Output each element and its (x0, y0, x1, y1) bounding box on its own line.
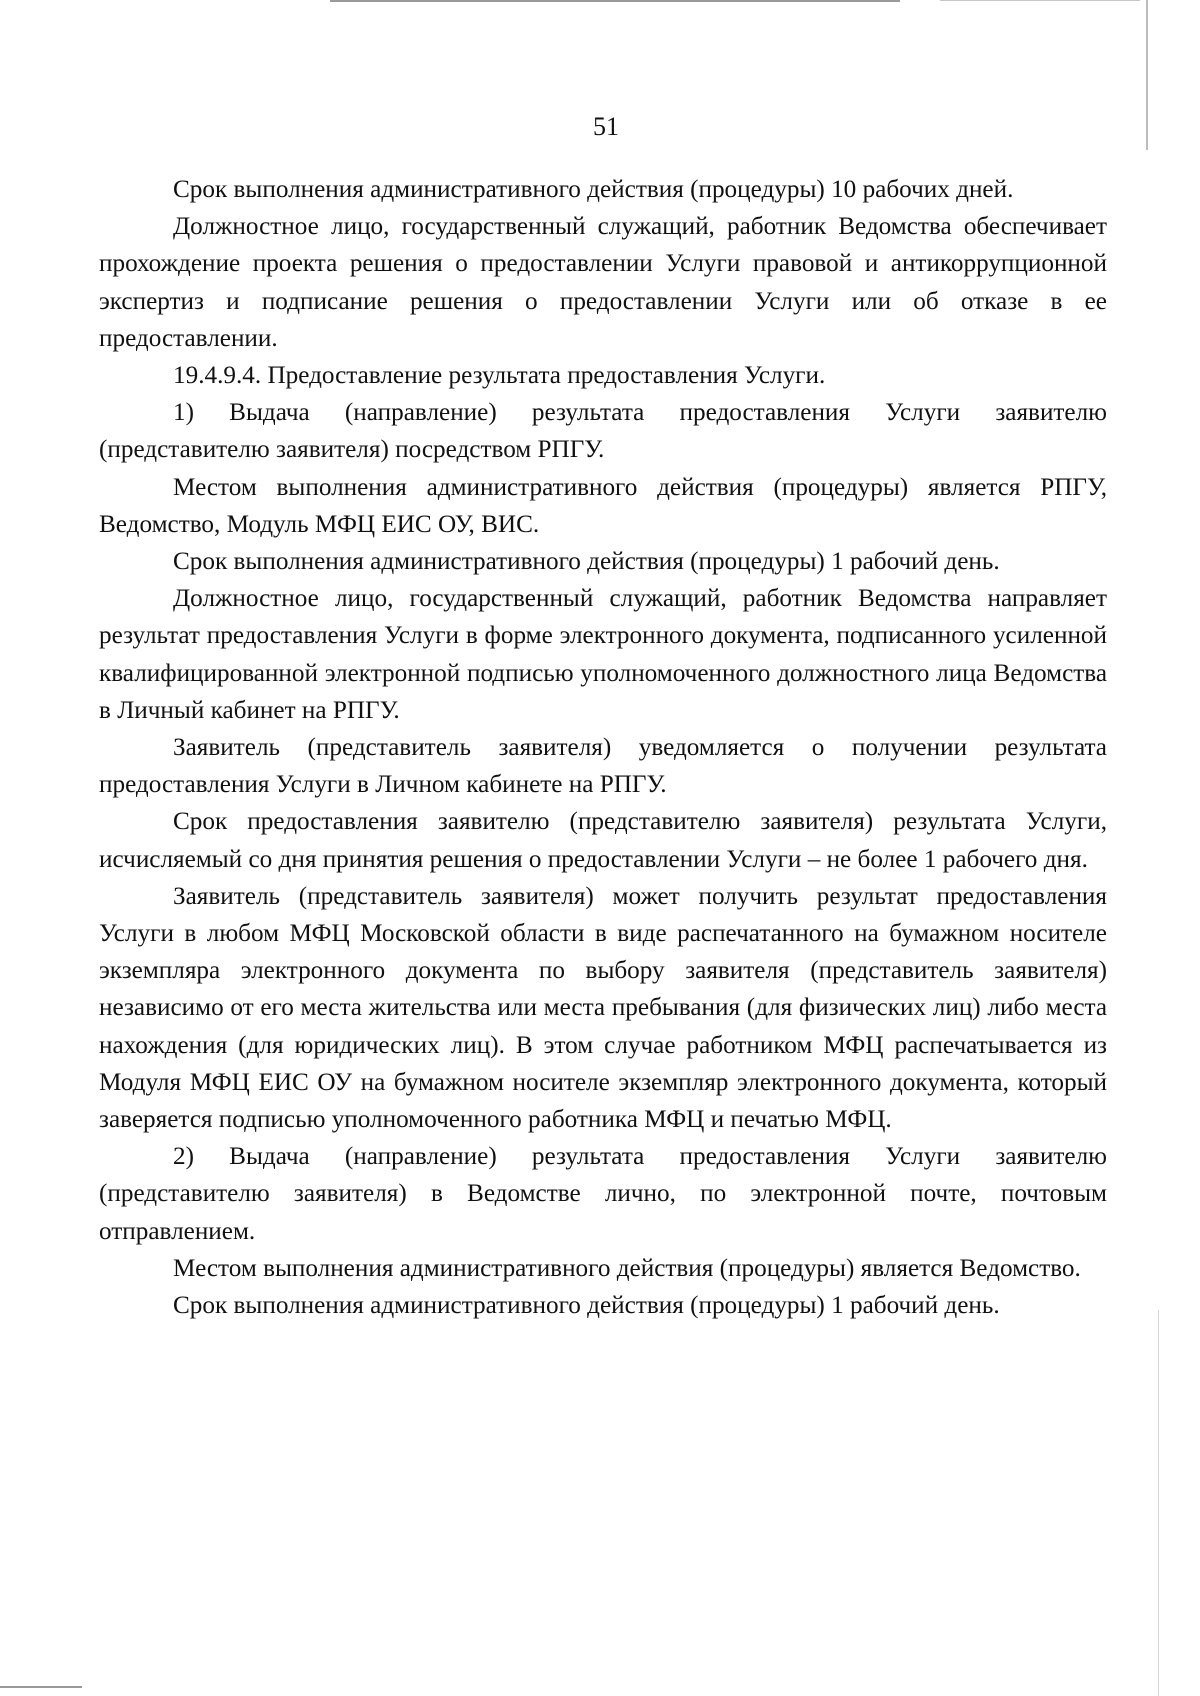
paragraph: 2) Выдача (направление) результата предоставления Услуги заявителю (представителю заявителя) в Ведомстве лично, по электронной почте, почтовым отправлением. (99, 1143, 1107, 1245)
document-body (99, 171, 1107, 1324)
scan-border-top-right (940, 0, 1140, 1)
scan-border-top (330, 0, 900, 2)
scan-border-right-lower (1158, 1310, 1159, 1696)
paragraph: Должностное лицо, государственный служащий, работник Ведомства обеспечивает прохождение проекта решения о предоставлении Услуги правовой и антикоррупционной экспертиз и подписание решения о предоставлении Услуги или об отказе в ее предоставлении. (99, 213, 1107, 352)
paragraph: Должностное лицо, государственный служащий, работник Ведомства направляет результат предоставления Услуги в форме электронного документа, подписанного усиленной квалифицированной электронной подписью уполномоченного должностного лица Ведомства в Личный кабинет на РПГУ. (99, 585, 1107, 724)
paragraph: Заявитель (представитель заявителя) уведомляется о получении результата предоставления Услуги в Личном кабинете на РПГУ. (99, 734, 1107, 799)
paragraph: Срок предоставления заявителю (представителю заявителя) результата Услуги, исчисляемый со дня принятия решения о предоставлении Услуги – не более 1 рабочего дня. (99, 808, 1107, 873)
page-number: 51 (593, 112, 619, 141)
paragraph: Срок выполнения административного действия (процедуры) 1 рабочий день. (173, 1292, 1000, 1320)
paragraph: 19.4.9.4. Предоставление результата предоставления Услуги. (173, 362, 826, 390)
scan-border-bottom-left (0, 1686, 82, 1688)
paragraph: Срок выполнения административного действия (процедуры) 1 рабочий день. (173, 548, 1000, 576)
paragraph: 1) Выдача (направление) результата предоставления Услуги заявителю (представителю заявителя) посредством РПГУ. (99, 399, 1107, 464)
paragraph: Заявитель (представитель заявителя) может получить результат предоставления Услуги в любом МФЦ Московской области в виде распечатанного на бумажном носителе экземпляра электронного документа по выбору заявителя (представитель заявителя) независимо от его места жительства или места пребывания (для физических лиц) либо места нахождения (для юридических лиц). В этом случае работником МФЦ распечатывается из Модуля МФЦ ЕИС ОУ на бумажном носителе экземпляр электронного документа, который заверяется подписью уполномоченного работника МФЦ и печатью МФЦ. (99, 882, 1107, 1134)
paragraph: Срок выполнения административного действия (процедуры) 10 рабочих дней. (173, 176, 1014, 203)
paragraph: Местом выполнения административного действия (процедуры) является Ведомство. (173, 1254, 1081, 1282)
paragraph: Местом выполнения административного действия (процедуры) является РПГУ, Ведомство, Модуль МФЦ ЕИС ОУ, ВИС. (99, 473, 1107, 538)
